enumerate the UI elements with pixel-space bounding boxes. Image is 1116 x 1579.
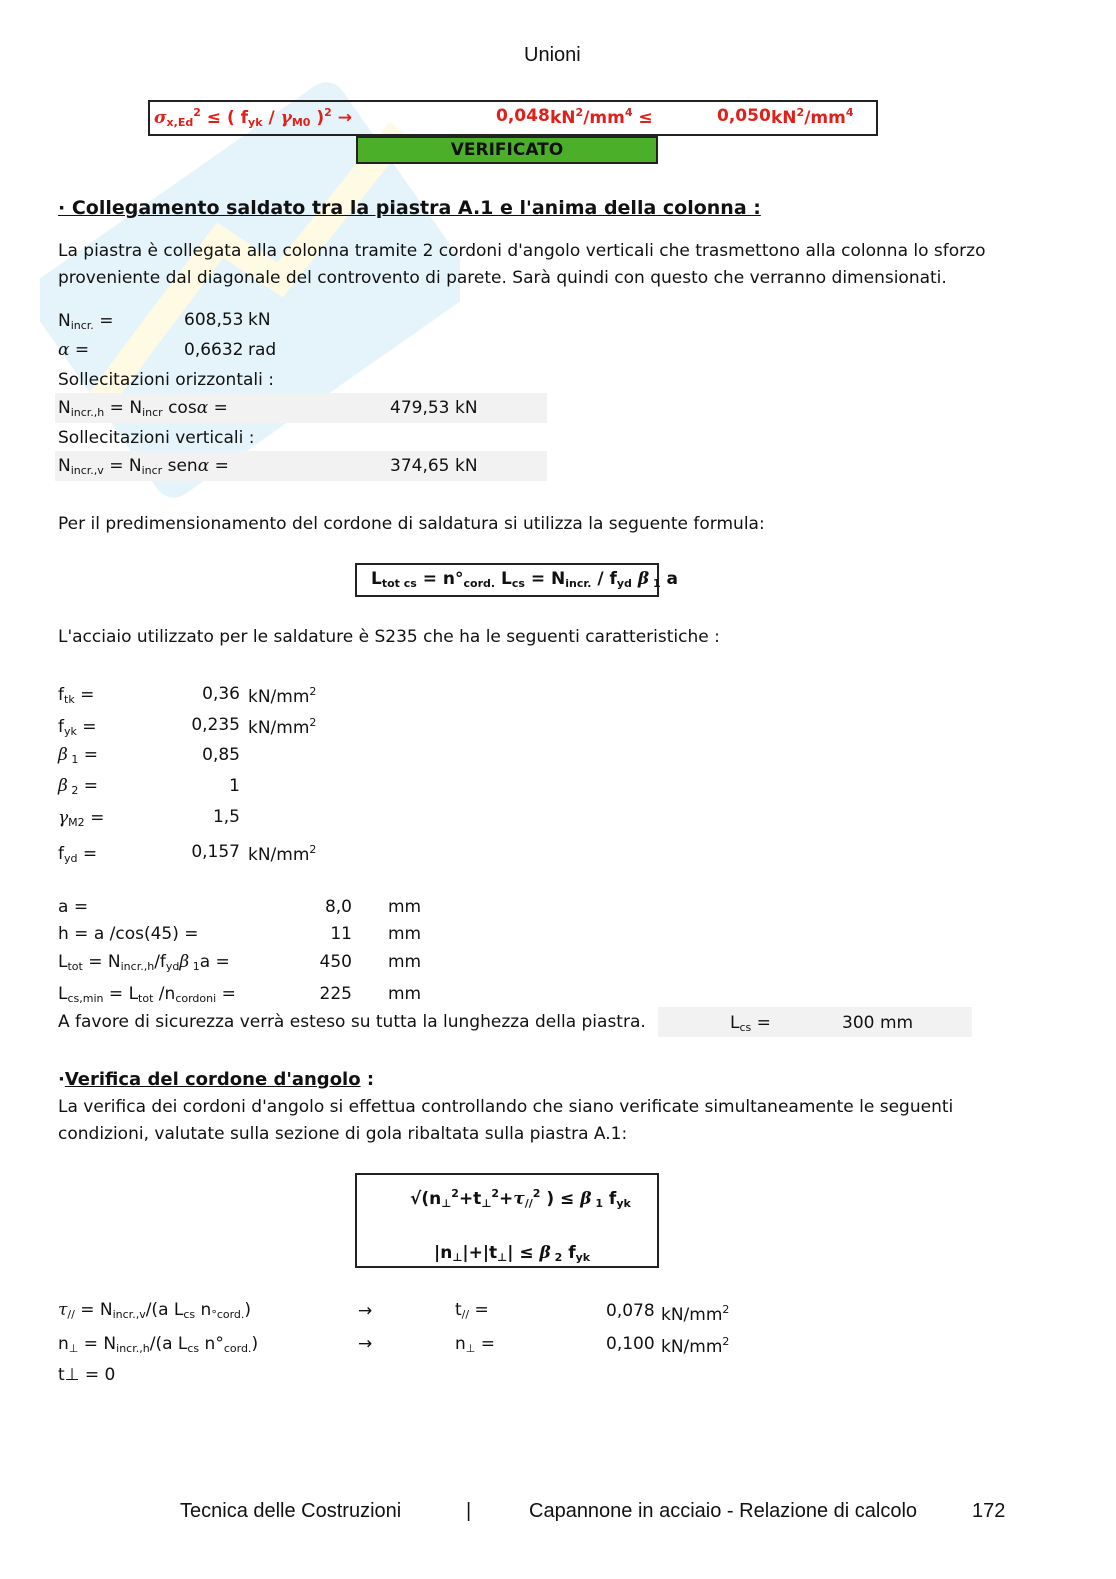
section1-para-line1: La piastra è collegata alla colonna tramite 2 cordoni d'angolo verticali che trasmettono alla colonna lo sforzo <box>58 241 986 261</box>
check-unit-right: $kN^2/mm^4$ <box>771 106 854 128</box>
fyk-value: 0,235 <box>191 715 240 735</box>
check-value-left: 0,048 <box>496 106 550 126</box>
tau-unit: $kN/mm^2$ <box>661 1303 730 1325</box>
alpha-value: 0,6632 <box>184 340 244 360</box>
nv-value: 374,65 <box>390 456 450 476</box>
nh-formula: $N_{incr.,h} = N_{incr}$ cosα = <box>58 398 228 419</box>
footer-right: Capannone in acciaio - Relazione di calcolo <box>529 1500 918 1522</box>
ftk-label: $f_{tk}$ = <box>58 685 95 706</box>
beta1-value: 0,85 <box>202 745 240 765</box>
check-unit-left: $kN^2/mm^4$ ≤ <box>550 106 653 128</box>
n-incr-unit: kN <box>248 310 271 330</box>
gammaM2-label: $\gamma_{M2}$ = <box>58 808 105 829</box>
section2-para-line1: La verifica dei cordoni d'angolo si effettua controllando che siano verificate simultaneamente le seguenti <box>58 1097 954 1117</box>
footer-left: Tecnica delle Costruzioni <box>180 1500 402 1522</box>
ltot-label: $L_{tot} = N_{incr.,h}/f_{yd}\beta$ $_1$a = <box>58 952 230 973</box>
a-value: 8,0 <box>324 897 352 917</box>
footer-separator: | <box>466 1500 472 1522</box>
gammaM2-value: 1,5 <box>212 807 240 827</box>
nh-value: 479,53 <box>390 398 450 418</box>
steel-text: L'acciaio utilizzato per le saldature è S235 che ha le seguenti caratteristiche : <box>58 627 720 647</box>
section2-heading-text: Verifica del cordone d'angolo <box>64 1069 361 1090</box>
check-value-right: 0,050 <box>717 106 771 126</box>
nv-unit: kN <box>455 456 478 476</box>
fyd-value: 0,157 <box>191 842 240 862</box>
n-perp-label: $n_\perp$ = <box>455 1334 496 1355</box>
geometry-note: A favore di sicurezza verrà esteso su tutta la lunghezza della piastra. <box>58 1012 646 1032</box>
n-perp-formula: $n_\perp = N_{incr.,h}/(a$ $L_{cs}$ $n^\circ_{cord.}$) <box>58 1334 259 1355</box>
beta2-label: β $_2$ = <box>58 776 98 797</box>
nh-unit: kN <box>455 398 478 418</box>
tau-formula: $\tau_{//} = N_{incr.,v}/(a$ $L_{cs}$ $n_{^\circ cord.}$) <box>58 1300 252 1321</box>
n-incr-value: 608,53 <box>184 310 244 330</box>
tau-arrow-icon: → <box>358 1301 373 1321</box>
vert-label: Sollecitazioni verticali : <box>58 428 255 448</box>
page-header-title: Unioni <box>524 44 581 66</box>
formula-verifica-2: $|n_\perp|+|t_\perp| \le \beta$ $_2$ $f_{yk}$ <box>434 1243 591 1264</box>
h-label: h = a /cos(45) = <box>58 924 199 944</box>
status-badge: VERIFICATO <box>356 136 658 164</box>
lcs-row-bg <box>658 1007 972 1037</box>
alpha-unit: rad <box>248 340 277 360</box>
check-formula: $\sigma_{x,Ed}^2$ ≤ ( $f_{yk} / \gamma_{M0}$ )$^2$ → <box>154 106 352 129</box>
lcsmin-label: $L_{cs,min} = L_{tot}$ $/n_{cordoni}$ = <box>58 984 236 1005</box>
section1-heading: · Collegamento saldato tra la piastra A.1 e l'anima della colonna : <box>58 197 761 219</box>
horiz-label: Sollecitazioni orizzontali : <box>58 370 274 390</box>
nv-formula: $N_{incr.,v} = N_{incr}$ senα = <box>58 456 229 477</box>
a-unit: mm <box>388 897 422 917</box>
h-value: 11 <box>330 924 352 944</box>
section1-para-line2: proveniente dal diagonale del controvento di parete. Sarà quindi con questo che verranno dimensionati. <box>58 268 947 288</box>
fyd-unit: $kN/mm^2$ <box>248 843 317 865</box>
n-perp-value: 0,100 <box>606 1334 655 1354</box>
t-perp-line: t⊥ = 0 <box>58 1365 116 1385</box>
fyd-label: $f_{yd}$ = <box>58 844 98 865</box>
fyk-label: $f_{yk}$ = <box>58 717 97 738</box>
lcsmin-value: 225 <box>319 984 352 1004</box>
formula-ltot: $L_{tot cs} = n^\circ_{cord.}$ $L_{cs} = N_{incr.} / f_{yd}$ β $_1$ a <box>371 569 678 590</box>
fyk-unit: $kN/mm^2$ <box>248 716 317 738</box>
ltot-unit: mm <box>388 952 422 972</box>
beta1-label: β $_1$ = <box>58 745 98 766</box>
tau-label: $t_{//}$ = <box>455 1300 489 1321</box>
lcs-label: $L_{cs}$ = <box>730 1013 771 1034</box>
ftk-unit: $kN/mm^2$ <box>248 685 317 707</box>
lcs-value: 300 <box>842 1013 875 1033</box>
lcsmin-unit: mm <box>388 984 422 1004</box>
alpha-label: α = <box>58 340 90 360</box>
a-label: a = <box>58 897 89 917</box>
n-incr-label: $N_{incr.}$ = <box>58 311 114 332</box>
lcs-unit: mm <box>880 1013 914 1033</box>
page-number: 172 <box>972 1500 1006 1522</box>
ltot-value: 450 <box>319 952 352 972</box>
h-unit: mm <box>388 924 422 944</box>
n-perp-unit: $kN/mm^2$ <box>661 1335 730 1357</box>
formula-verifica-1: $√(n_\perp^2+t_\perp^2+\tau_{//}^2$ ) ≤ β $_1$ $f_{yk}$ <box>410 1187 631 1210</box>
section2-heading: ·Verifica del cordone d'angolo : <box>58 1069 375 1090</box>
beta2-value: 1 <box>229 776 240 796</box>
section2-para-line2: condizioni, valutate sulla sezione di gola ribaltata sulla piastra A.1: <box>58 1124 628 1144</box>
tau-value: 0,078 <box>606 1301 655 1321</box>
ftk-value: 0,36 <box>202 684 240 704</box>
n-perp-arrow-icon: → <box>358 1334 373 1354</box>
predim-text: Per il predimensionamento del cordone di saldatura si utilizza la seguente formula: <box>58 514 765 534</box>
